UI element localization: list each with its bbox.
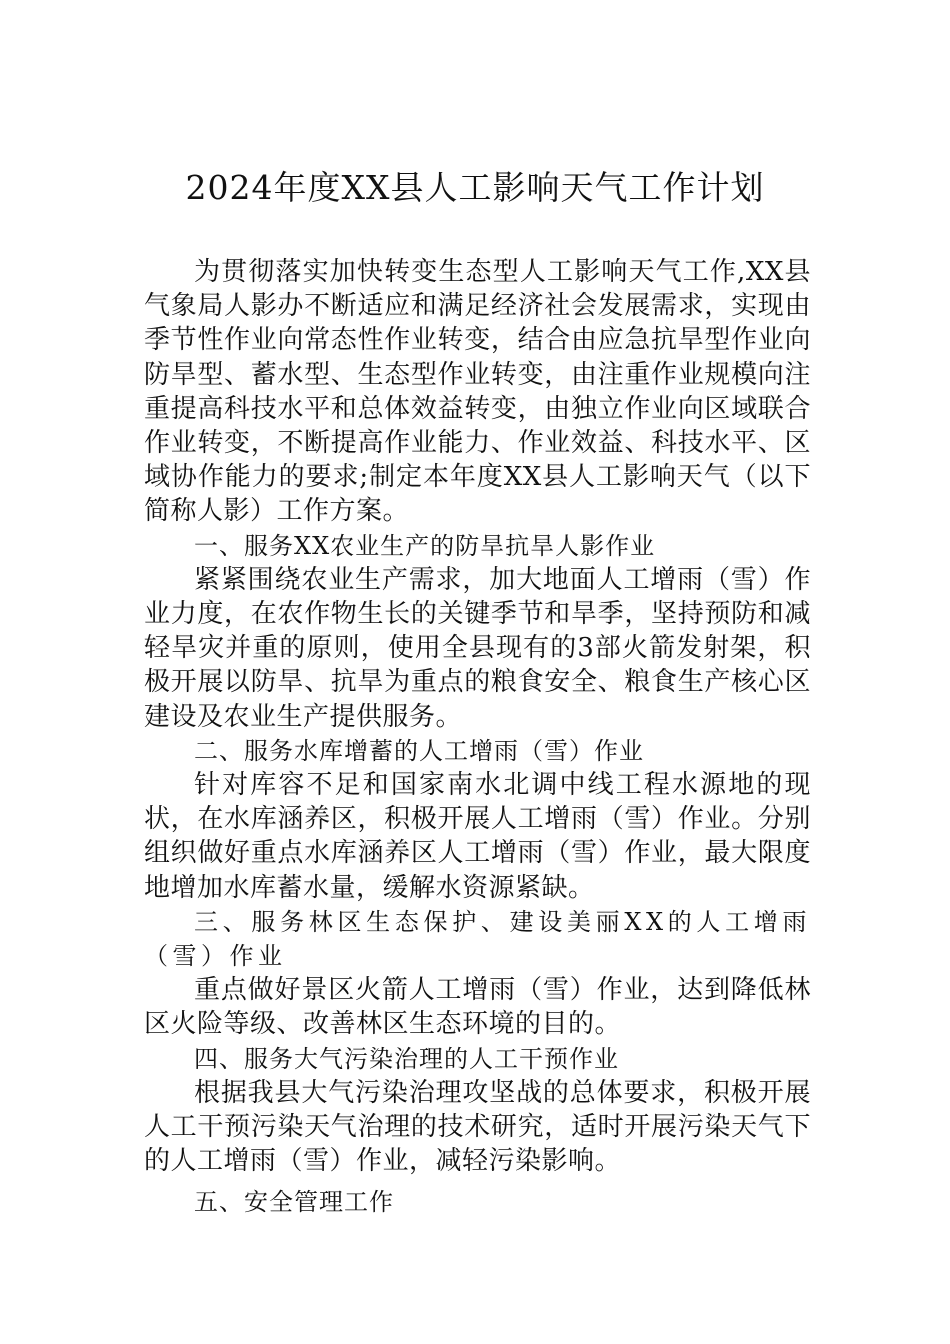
section-heading-2: 二、服务水库增蓄的人工增雨（雪）作业: [194, 736, 644, 765]
section-heading-4: 四、服务大气污染治理的人工干预作业: [194, 1044, 619, 1073]
section-heading-5: 五、安全管理工作: [194, 1188, 394, 1217]
section-paragraph-1: 紧紧围绕农业生产需求，加大地面人工增雨（雪）作业力度，在农作物生长的关键季节和旱季，坚持预防和减轻旱灾并重的原则，使用全县现有的3部火箭发射架，积极开展以防旱、抗旱为重点的粮食安全、粮食生产核心区建设及农业生产提供服务。: [144, 564, 811, 732]
section-paragraph-4: 根据我县大气污染治理攻坚战的总体要求，积极开展人工干预污染天气治理的技术研究，适时开展污染天气下的人工增雨（雪）作业，减轻污染影响。: [144, 1077, 811, 1177]
document-title: 2024年度XX县人工影响天气工作计划: [185, 168, 765, 207]
section-paragraph-3: 重点做好景区火箭人工增雨（雪）作业，达到降低林区火险等级、改善林区生态环境的目的。: [144, 975, 811, 1040]
section-heading-3: 三、服务林区生态保护、建设美丽XX的人工增雨（雪）作业: [144, 907, 811, 971]
section-paragraph-2: 针对库容不足和国家南水北调中线工程水源地的现状，在水库涵养区，积极开展人工增雨（雪）作业。分别组织做好重点水库涵养区人工增雨（雪）作业，最大限度地增加水库蓄水量，缓解水资源紧缺。: [144, 770, 811, 903]
intro-paragraph: 为贯彻落实加快转变生态型人工影响天气工作,XX县气象局人影办不断适应和满足经济社会发展需求，实现由季节性作业向常态性作业转变，结合由应急抗旱型作业向防旱型、蓄水型、生态型作业转变，由注重作业规模向注重提高科技水平和总体效益转变，由独立作业向区域联合作业转变，不断提高作业能力、作业效益、科技水平、区域协作能力的要求;制定本年度XX县人工影响天气（以下简称人影）工作方案。: [144, 257, 811, 527]
section-heading-1: 一、服务XX农业生产的防旱抗旱人影作业: [194, 531, 656, 560]
document-body: [144, 255, 811, 1220]
